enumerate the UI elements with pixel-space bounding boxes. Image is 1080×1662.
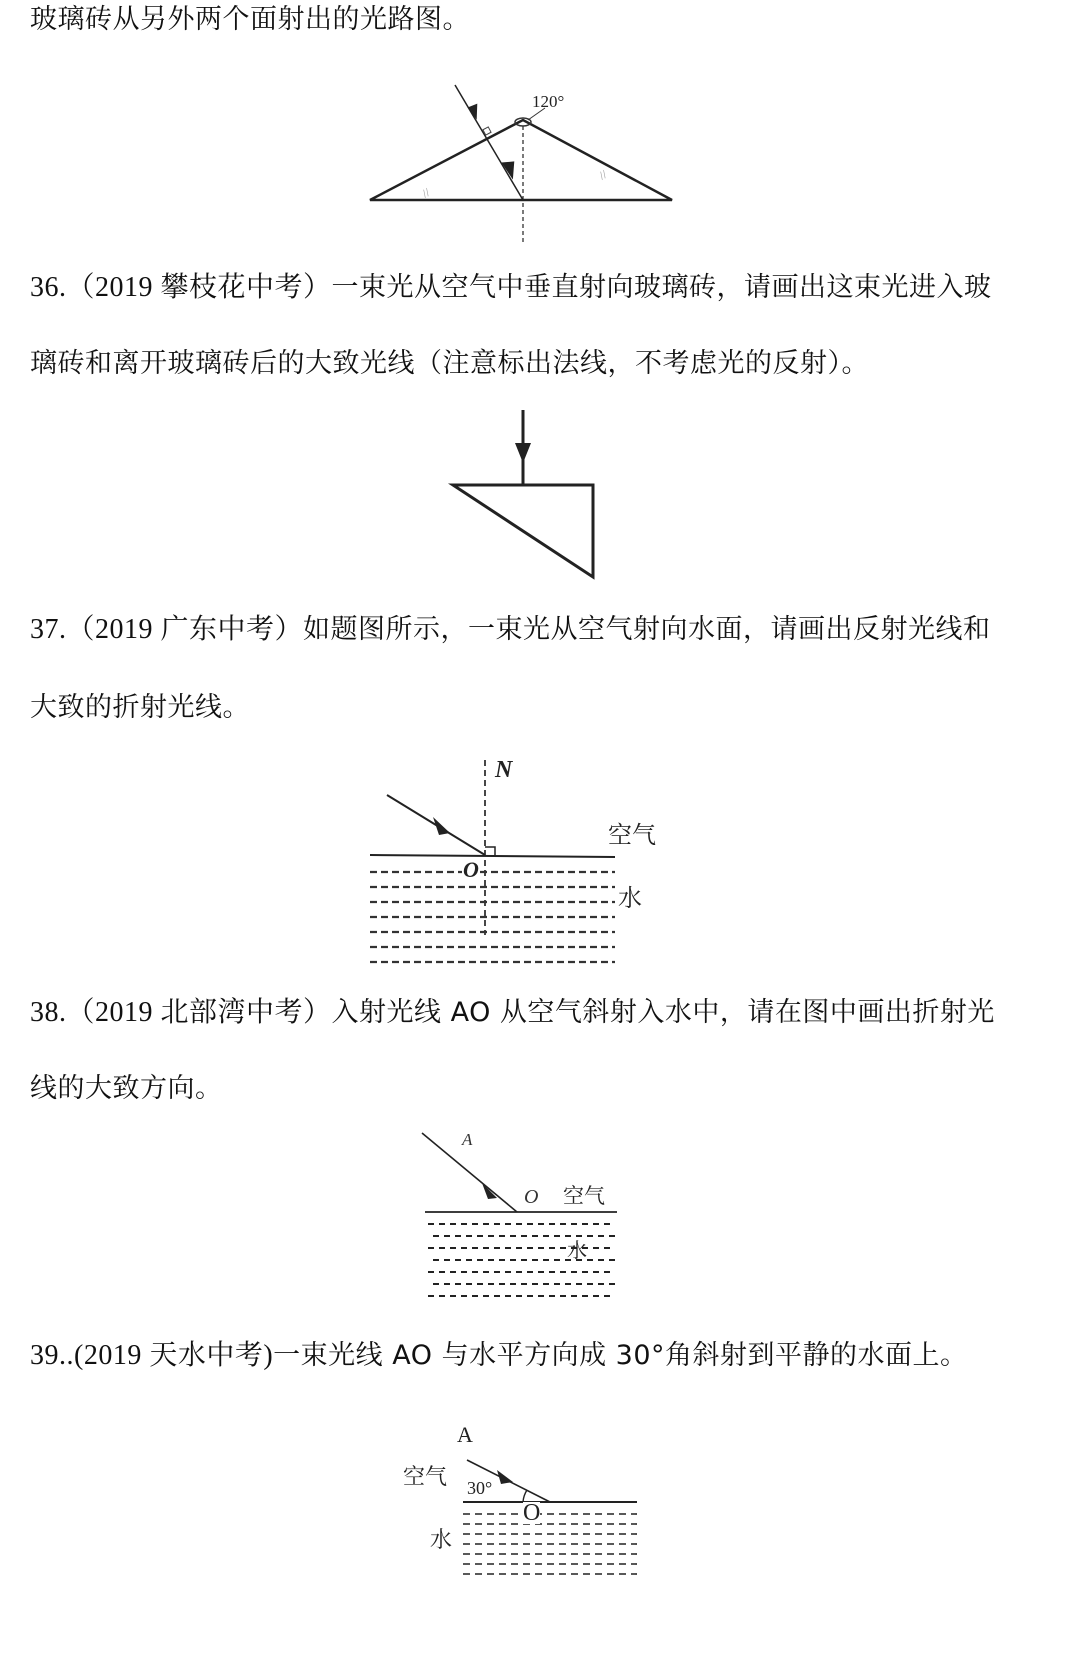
- water-label: 水: [618, 878, 642, 913]
- question-36-line1: [30, 270, 992, 306]
- question-38-line2: [30, 1071, 223, 1107]
- question-source: （2019 北部湾中考）: [66, 997, 332, 1028]
- air-label: 空气: [403, 1465, 448, 1490]
- question-37-line1: [30, 612, 991, 648]
- water-label: 水: [567, 1238, 587, 1262]
- question-text: 一束光从空气中垂直射向玻璃砖，请画出这束光进入玻: [331, 272, 992, 303]
- question-text: 一束光线 AO 与水平方向成 30°角斜射到平静的水面上。: [273, 1340, 968, 1371]
- question-36-line2: [30, 346, 869, 382]
- figure-35-prism: [360, 80, 690, 250]
- figure-39-air-water: [395, 1420, 645, 1580]
- question-number: 36.: [30, 272, 67, 303]
- figure-37-air-water: [365, 755, 685, 970]
- question-text: 大致的折射光线。: [30, 692, 250, 723]
- question-35-continuation: [30, 2, 470, 38]
- figure-36-triangle: [445, 405, 605, 590]
- svg-text://: //: [596, 167, 610, 183]
- ray-label-a: A: [462, 1130, 473, 1149]
- question-number: 37.: [30, 614, 67, 645]
- ray-label-a: A: [457, 1422, 473, 1447]
- question-text: 线的大致方向。: [30, 1073, 223, 1104]
- angle-label-120: 120°: [532, 92, 565, 111]
- question-text: 入射光线 AO 从空气斜射入水中，请在图中画出折射光: [331, 997, 995, 1028]
- question-number: 39..: [30, 1340, 74, 1371]
- question-source: (2019 天水中考): [74, 1340, 274, 1371]
- water-label: 水: [430, 1528, 453, 1553]
- question-text: 如题图所示，一束光从空气射向水面，请画出反射光线和: [303, 614, 991, 645]
- question-number: 38.: [30, 997, 67, 1028]
- air-label: 空气: [608, 821, 656, 849]
- air-label: 空气: [563, 1184, 605, 1208]
- figure-38-air-water: [420, 1128, 625, 1303]
- question-text: 璃砖和离开玻璃砖后的大致光线（注意标出法线，不考虑光的反射）。: [30, 348, 869, 379]
- question-source: （2019 广东中考）: [66, 614, 304, 645]
- point-label-o: O: [463, 857, 479, 882]
- question-source: （2019 攀枝花中考）: [66, 272, 332, 303]
- question-37-line2: [30, 690, 250, 726]
- question-38-line1: [30, 995, 995, 1031]
- point-label-o: O: [524, 1186, 539, 1208]
- continuation-text: 玻璃砖从另外两个面射出的光路图。: [30, 4, 470, 35]
- question-39-line1: [30, 1338, 968, 1374]
- normal-label-n: N: [495, 757, 513, 783]
- point-label-o: O: [523, 1500, 541, 1526]
- svg-text://: //: [419, 185, 433, 201]
- angle-label-30: 30°: [467, 1478, 493, 1498]
